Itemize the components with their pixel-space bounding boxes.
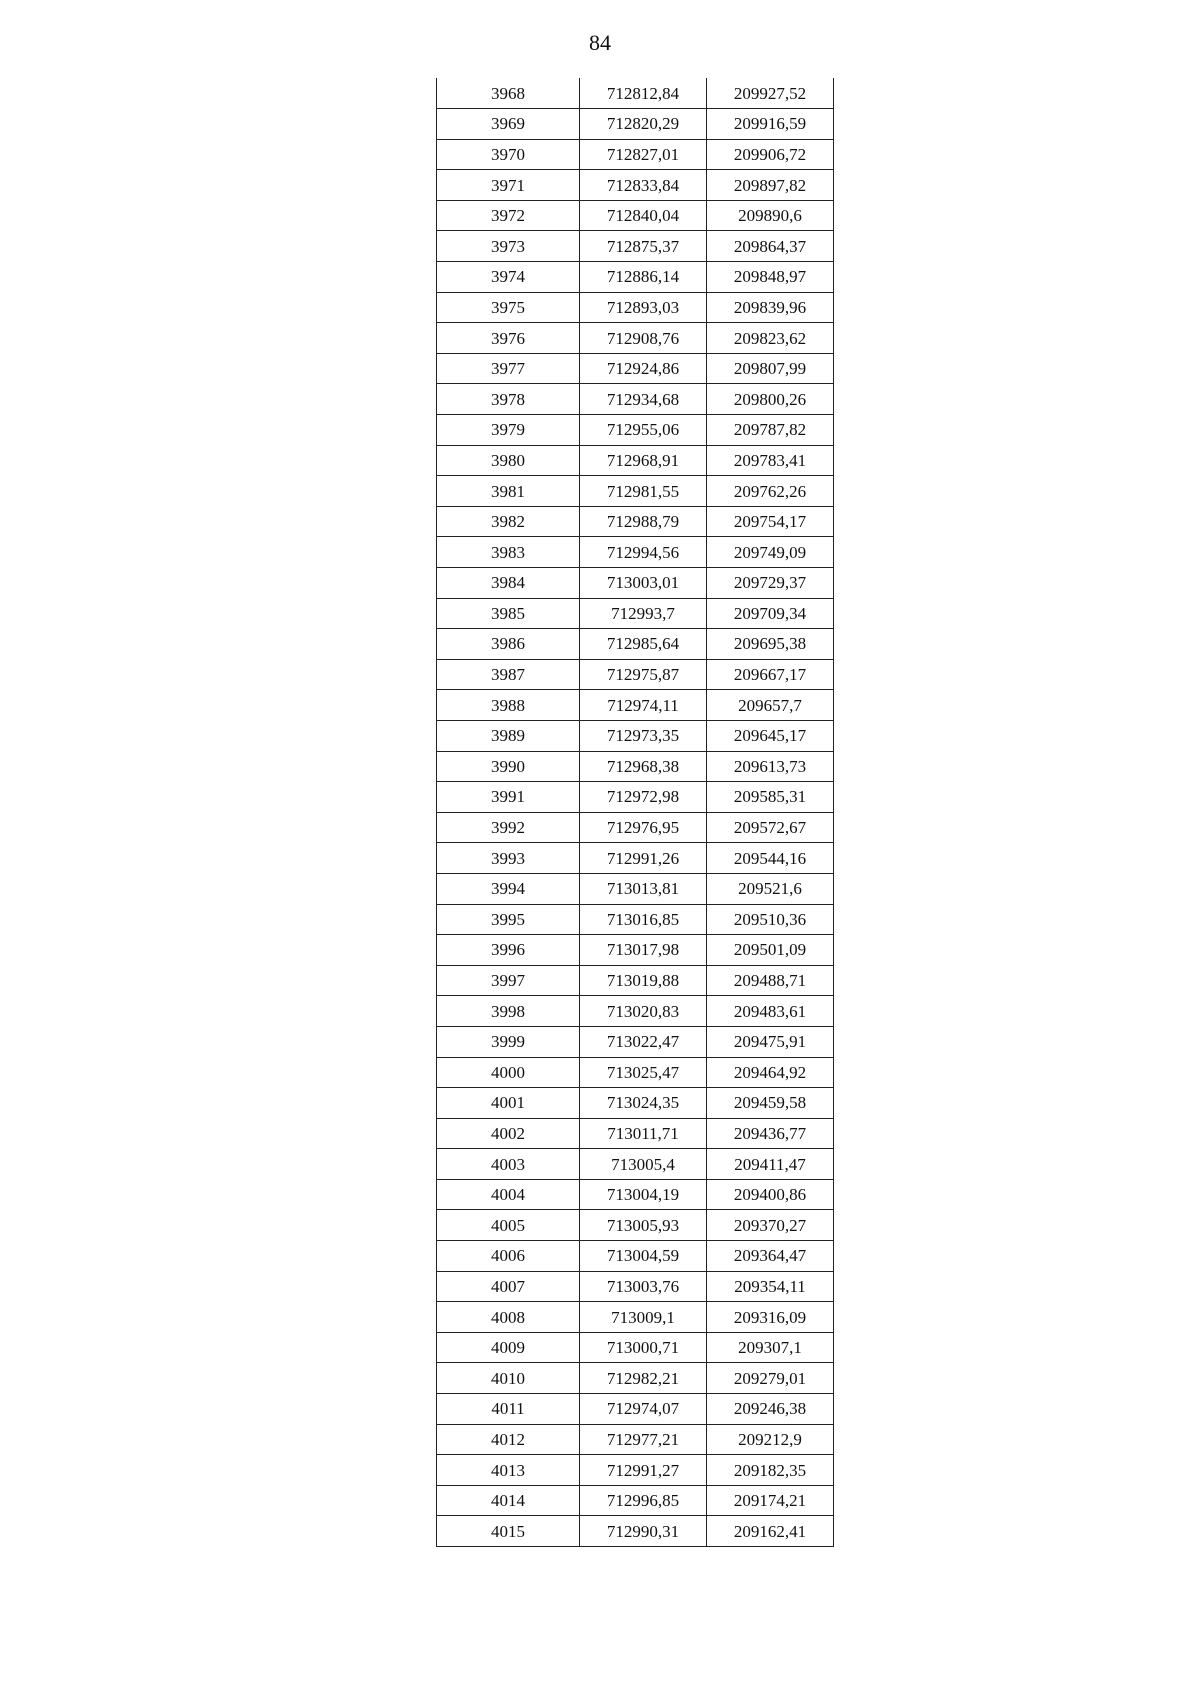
y-coordinate-cell: 209906,72: [707, 139, 834, 170]
x-coordinate-cell: 712991,26: [580, 843, 707, 874]
point-number-cell: 4015: [437, 1516, 580, 1547]
table-row: [437, 904, 834, 935]
table-row: [437, 445, 834, 476]
table-row: [437, 323, 834, 354]
x-coordinate-cell: 712973,35: [580, 720, 707, 751]
table-row: [437, 690, 834, 721]
y-coordinate-cell: 209800,26: [707, 384, 834, 415]
y-coordinate-cell: 209483,61: [707, 996, 834, 1027]
x-coordinate-cell: 713016,85: [580, 904, 707, 935]
y-coordinate-cell: 209695,38: [707, 629, 834, 660]
table-row: [437, 1088, 834, 1119]
table-row: [437, 1241, 834, 1272]
y-coordinate-cell: 209657,7: [707, 690, 834, 721]
x-coordinate-cell: 712991,27: [580, 1455, 707, 1486]
point-number-cell: 4009: [437, 1332, 580, 1363]
table-row: [437, 384, 834, 415]
table-row: [437, 78, 834, 109]
table-row: [437, 720, 834, 751]
y-coordinate-cell: 209783,41: [707, 445, 834, 476]
point-number-cell: 3981: [437, 476, 580, 507]
y-coordinate-cell: 209364,47: [707, 1241, 834, 1272]
y-coordinate-cell: 209916,59: [707, 109, 834, 140]
x-coordinate-cell: 713004,59: [580, 1241, 707, 1272]
x-coordinate-cell: 713000,71: [580, 1332, 707, 1363]
point-number-cell: 4012: [437, 1424, 580, 1455]
table-row: [437, 598, 834, 629]
point-number-cell: 3987: [437, 659, 580, 690]
point-number-cell: 3984: [437, 568, 580, 599]
x-coordinate-cell: 713003,76: [580, 1271, 707, 1302]
table-row: [437, 1118, 834, 1149]
x-coordinate-cell: 713022,47: [580, 1026, 707, 1057]
table-row: [437, 1424, 834, 1455]
table-row: [437, 231, 834, 262]
x-coordinate-cell: 712994,56: [580, 537, 707, 568]
x-coordinate-cell: 713019,88: [580, 965, 707, 996]
x-coordinate-cell: 712993,7: [580, 598, 707, 629]
point-number-cell: 4011: [437, 1394, 580, 1425]
point-number-cell: 3983: [437, 537, 580, 568]
x-coordinate-cell: 712977,21: [580, 1424, 707, 1455]
table-row: [437, 353, 834, 384]
table-row: [437, 1332, 834, 1363]
table-row: [437, 782, 834, 813]
point-number-cell: 3968: [437, 78, 580, 109]
y-coordinate-cell: 209754,17: [707, 506, 834, 537]
x-coordinate-cell: 712955,06: [580, 415, 707, 446]
table-row: [437, 751, 834, 782]
point-number-cell: 3992: [437, 812, 580, 843]
x-coordinate-cell: 713004,19: [580, 1179, 707, 1210]
table-row: [437, 1149, 834, 1180]
y-coordinate-cell: 209927,52: [707, 78, 834, 109]
x-coordinate-cell: 712976,95: [580, 812, 707, 843]
table-row: [437, 262, 834, 293]
x-coordinate-cell: 713005,4: [580, 1149, 707, 1180]
y-coordinate-cell: 209162,41: [707, 1516, 834, 1547]
y-coordinate-cell: 209787,82: [707, 415, 834, 446]
table-row: [437, 873, 834, 904]
table-row: [437, 1485, 834, 1516]
x-coordinate-cell: 713024,35: [580, 1088, 707, 1119]
x-coordinate-cell: 712875,37: [580, 231, 707, 262]
table-row: [437, 109, 834, 140]
y-coordinate-cell: 209544,16: [707, 843, 834, 874]
y-coordinate-cell: 209436,77: [707, 1118, 834, 1149]
point-number-cell: 4006: [437, 1241, 580, 1272]
x-coordinate-cell: 712996,85: [580, 1485, 707, 1516]
y-coordinate-cell: 209807,99: [707, 353, 834, 384]
point-number-cell: 3993: [437, 843, 580, 874]
point-number-cell: 3970: [437, 139, 580, 170]
table-row: [437, 170, 834, 201]
table-row: [437, 659, 834, 690]
table-row: [437, 1394, 834, 1425]
x-coordinate-cell: 713003,01: [580, 568, 707, 599]
point-number-cell: 3972: [437, 200, 580, 231]
y-coordinate-cell: 209488,71: [707, 965, 834, 996]
point-number-cell: 3979: [437, 415, 580, 446]
table-row: [437, 629, 834, 660]
x-coordinate-cell: 712827,01: [580, 139, 707, 170]
point-number-cell: 3996: [437, 935, 580, 966]
y-coordinate-cell: 209475,91: [707, 1026, 834, 1057]
y-coordinate-cell: 209459,58: [707, 1088, 834, 1119]
table-row: [437, 1455, 834, 1486]
y-coordinate-cell: 209510,36: [707, 904, 834, 935]
point-number-cell: 3976: [437, 323, 580, 354]
point-number-cell: 4014: [437, 1485, 580, 1516]
table-row: [437, 812, 834, 843]
y-coordinate-cell: 209823,62: [707, 323, 834, 354]
y-coordinate-cell: 209839,96: [707, 292, 834, 323]
point-number-cell: 4007: [437, 1271, 580, 1302]
point-number-cell: 3969: [437, 109, 580, 140]
x-coordinate-cell: 712886,14: [580, 262, 707, 293]
table-row: [437, 476, 834, 507]
x-coordinate-cell: 713011,71: [580, 1118, 707, 1149]
point-number-cell: 4010: [437, 1363, 580, 1394]
point-number-cell: 3989: [437, 720, 580, 751]
y-coordinate-cell: 209246,38: [707, 1394, 834, 1425]
x-coordinate-cell: 713013,81: [580, 873, 707, 904]
table-row: [437, 415, 834, 446]
x-coordinate-cell: 712985,64: [580, 629, 707, 660]
x-coordinate-cell: 712974,07: [580, 1394, 707, 1425]
x-coordinate-cell: 712981,55: [580, 476, 707, 507]
y-coordinate-cell: 209897,82: [707, 170, 834, 201]
point-number-cell: 4003: [437, 1149, 580, 1180]
table-row: [437, 996, 834, 1027]
x-coordinate-cell: 712982,21: [580, 1363, 707, 1394]
y-coordinate-cell: 209464,92: [707, 1057, 834, 1088]
y-coordinate-cell: 209613,73: [707, 751, 834, 782]
y-coordinate-cell: 209174,21: [707, 1485, 834, 1516]
y-coordinate-cell: 209370,27: [707, 1210, 834, 1241]
y-coordinate-cell: 209749,09: [707, 537, 834, 568]
x-coordinate-cell: 713009,1: [580, 1302, 707, 1333]
table-row: [437, 1179, 834, 1210]
point-number-cell: 4001: [437, 1088, 580, 1119]
coordinates-table: [436, 78, 834, 1547]
point-number-cell: 3985: [437, 598, 580, 629]
coordinates-table-body: [437, 78, 834, 1547]
point-number-cell: 3980: [437, 445, 580, 476]
y-coordinate-cell: 209729,37: [707, 568, 834, 599]
y-coordinate-cell: 209762,26: [707, 476, 834, 507]
point-number-cell: 4005: [437, 1210, 580, 1241]
x-coordinate-cell: 712975,87: [580, 659, 707, 690]
point-number-cell: 3995: [437, 904, 580, 935]
table-row: [437, 139, 834, 170]
point-number-cell: 3999: [437, 1026, 580, 1057]
x-coordinate-cell: 712908,76: [580, 323, 707, 354]
table-row: [437, 935, 834, 966]
point-number-cell: 3971: [437, 170, 580, 201]
table-row: [437, 965, 834, 996]
point-number-cell: 3977: [437, 353, 580, 384]
y-coordinate-cell: 209279,01: [707, 1363, 834, 1394]
x-coordinate-cell: 712990,31: [580, 1516, 707, 1547]
x-coordinate-cell: 712988,79: [580, 506, 707, 537]
table-row: [437, 1210, 834, 1241]
x-coordinate-cell: 712972,98: [580, 782, 707, 813]
x-coordinate-cell: 713017,98: [580, 935, 707, 966]
x-coordinate-cell: 712934,68: [580, 384, 707, 415]
point-number-cell: 3982: [437, 506, 580, 537]
y-coordinate-cell: 209890,6: [707, 200, 834, 231]
page-number: 84: [589, 30, 611, 55]
point-number-cell: 4013: [437, 1455, 580, 1486]
point-number-cell: 3975: [437, 292, 580, 323]
y-coordinate-cell: 209645,17: [707, 720, 834, 751]
table-row: [437, 200, 834, 231]
y-coordinate-cell: 209501,09: [707, 935, 834, 966]
y-coordinate-cell: 209585,31: [707, 782, 834, 813]
y-coordinate-cell: 209316,09: [707, 1302, 834, 1333]
x-coordinate-cell: 712820,29: [580, 109, 707, 140]
x-coordinate-cell: 712893,03: [580, 292, 707, 323]
table-row: [437, 1057, 834, 1088]
y-coordinate-cell: 209667,17: [707, 659, 834, 690]
table-row: [437, 537, 834, 568]
x-coordinate-cell: 712840,04: [580, 200, 707, 231]
table-row: [437, 292, 834, 323]
point-number-cell: 4000: [437, 1057, 580, 1088]
table-row: [437, 568, 834, 599]
x-coordinate-cell: 712833,84: [580, 170, 707, 201]
point-number-cell: 3997: [437, 965, 580, 996]
table-row: [437, 1363, 834, 1394]
y-coordinate-cell: 209572,67: [707, 812, 834, 843]
table-row: [437, 1516, 834, 1547]
point-number-cell: 4008: [437, 1302, 580, 1333]
x-coordinate-cell: 712812,84: [580, 78, 707, 109]
point-number-cell: 3974: [437, 262, 580, 293]
y-coordinate-cell: 209307,1: [707, 1332, 834, 1363]
table-row: [437, 843, 834, 874]
x-coordinate-cell: 712968,91: [580, 445, 707, 476]
x-coordinate-cell: 713005,93: [580, 1210, 707, 1241]
y-coordinate-cell: 209411,47: [707, 1149, 834, 1180]
y-coordinate-cell: 209848,97: [707, 262, 834, 293]
table-row: [437, 1026, 834, 1057]
y-coordinate-cell: 209212,9: [707, 1424, 834, 1455]
table-row: [437, 1302, 834, 1333]
point-number-cell: 3990: [437, 751, 580, 782]
x-coordinate-cell: 713020,83: [580, 996, 707, 1027]
y-coordinate-cell: 209709,34: [707, 598, 834, 629]
table-row: [437, 506, 834, 537]
point-number-cell: 3994: [437, 873, 580, 904]
x-coordinate-cell: 712968,38: [580, 751, 707, 782]
point-number-cell: 3986: [437, 629, 580, 660]
point-number-cell: 3991: [437, 782, 580, 813]
y-coordinate-cell: 209521,6: [707, 873, 834, 904]
y-coordinate-cell: 209864,37: [707, 231, 834, 262]
table-row: [437, 1271, 834, 1302]
x-coordinate-cell: 713025,47: [580, 1057, 707, 1088]
point-number-cell: 3988: [437, 690, 580, 721]
point-number-cell: 4002: [437, 1118, 580, 1149]
y-coordinate-cell: 209354,11: [707, 1271, 834, 1302]
y-coordinate-cell: 209182,35: [707, 1455, 834, 1486]
y-coordinate-cell: 209400,86: [707, 1179, 834, 1210]
point-number-cell: 3998: [437, 996, 580, 1027]
point-number-cell: 4004: [437, 1179, 580, 1210]
x-coordinate-cell: 712924,86: [580, 353, 707, 384]
point-number-cell: 3978: [437, 384, 580, 415]
x-coordinate-cell: 712974,11: [580, 690, 707, 721]
point-number-cell: 3973: [437, 231, 580, 262]
